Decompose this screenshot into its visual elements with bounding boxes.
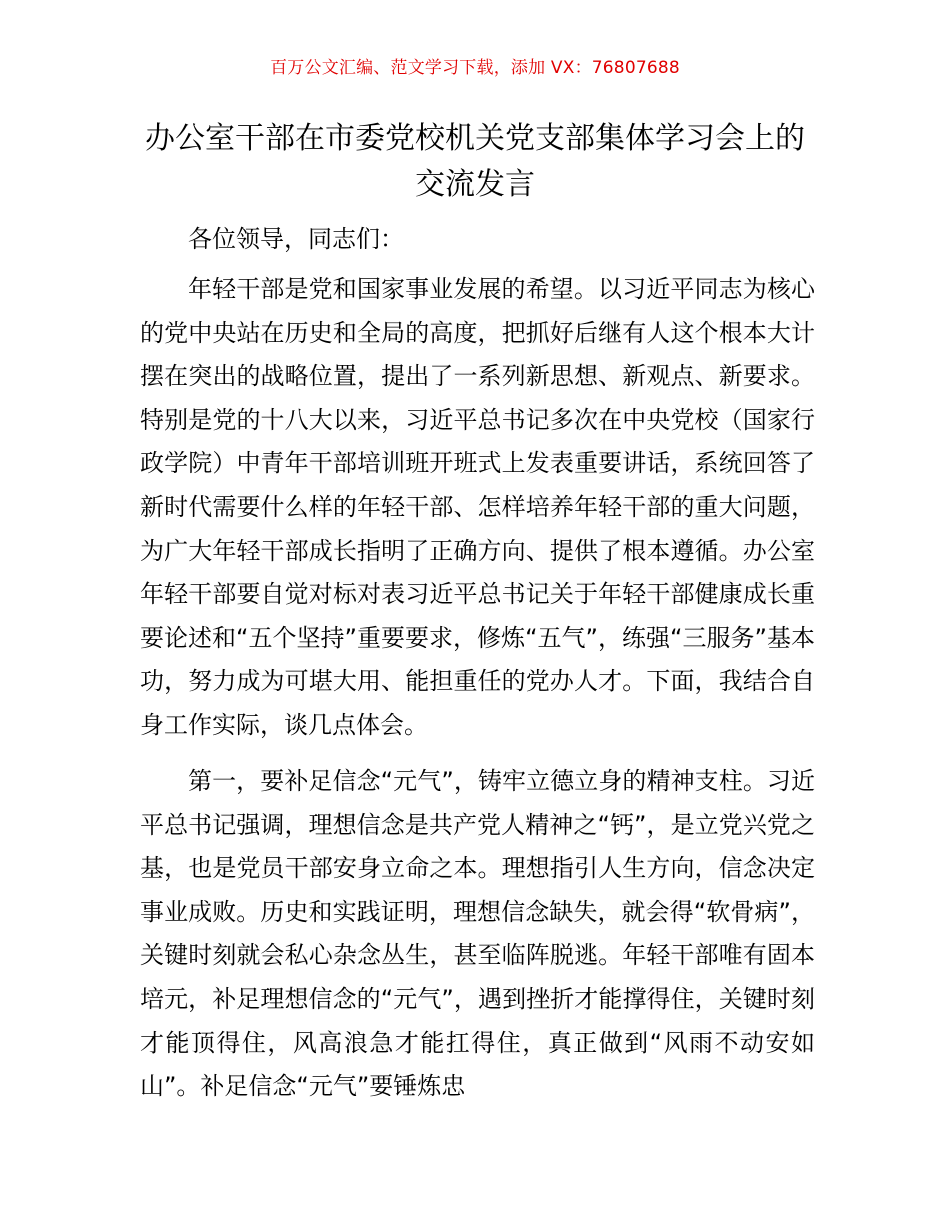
paragraph-intro: 年轻干部是党和国家事业发展的希望。以习近平同志为核心的党中央站在历史和全局的高度，把抓好后继有人这个根本大计摆在突出的战略位置，提出了一系列新思想、新观点、新要求。特别是党的十八大以来，习近平总书记多次在中央党校（国家行政学院）中青年干部培训班开班式上发表重要讲话，系统回答了新时代需要什么样的年轻干部、怎样培养年轻干部的重大问题，为广大年轻干部成长指明了正确方向、提供了根本遵循。办公室年轻干部要自觉对标对表习近平总书记关于年轻干部健康成长重要论述和“五个坚持”重要要求，修炼“五气”，练强“三服务”基本功，努力成为可堪大用、能担重任的党办人才。下面，我结合自身工作实际，谈几点体会。 xyxy=(140,275,815,739)
paragraph-first-point: 第一，要补足信念“元气”，铸牢立德立身的精神支柱。习近平总书记强调，理想信念是共产党人精神之“钙”，是立党兴党之基，也是党员干部安身立命之本。理想指引人生方向，信念决定事业成败。历史和实践证明，理想信念缺失，就会得“软骨病”，关键时刻就会私心杂念丛生，甚至临阵脱逃。年轻干部唯有固本培元，补足理想信念的“元气”，遇到挫折才能撑得住，关键时刻才能顶得住，风高浪急才能扛得住，真正做到“风雨不动安如山”。补足信念“元气”要锤炼忠 xyxy=(140,767,815,1101)
salutation: 各位领导，同志们： xyxy=(188,225,404,253)
promo-banner: 百万公文汇编、范文学习下载，添加 VX：76807688 xyxy=(270,58,680,78)
document-title: 办公室干部在市委党校机关党支部集体学习会上的交流发言 xyxy=(145,121,805,202)
